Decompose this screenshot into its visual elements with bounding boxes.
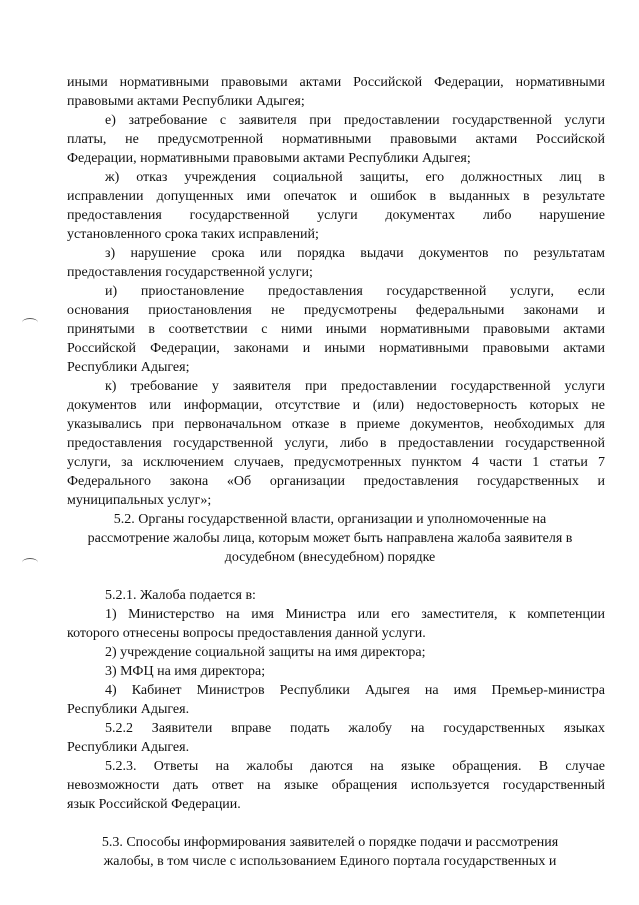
text-line: з) нарушение срока или порядка выдачи документов по результатам (105, 246, 605, 261)
text-line: 4) Кабинет Министров Республики Адыгея на имя Премьер-министра (105, 683, 605, 698)
punch-hole-mark (22, 318, 38, 327)
text-line: 2) учреждение социальной защиты на имя директора; (105, 645, 426, 660)
text-line: Российской Федерации, законами и иными нормативными правовыми актами (67, 341, 605, 356)
text-line: основания приостановления не предусмотрены федеральными законами и (67, 303, 605, 318)
text-line: Федерального закона «Об организации предоставления государственных и (67, 474, 605, 489)
punch-hole-mark (22, 558, 38, 567)
text-line: язык Российской Федерации. (67, 797, 241, 812)
text-line: е) затребование с заявителя при предоставлении государственной услуги (105, 113, 605, 128)
text-line: принятыми в соответствии с ними иными нормативными правовыми актами (67, 322, 605, 337)
text-line: ж) отказ учреждения социальной защиты, его должностных лиц в (105, 170, 605, 185)
text-line: услуги, за исключением случаев, предусмотренных пунктом 4 части 1 статьи 7 (67, 455, 605, 470)
section-heading-line: жалобы, в том числе с использованием Единого портала государственных и (103, 854, 557, 869)
text-line: предоставления государственной услуги, либо в предоставлении государственной (67, 436, 605, 451)
text-line: Республики Адыгея. (67, 740, 190, 755)
text-line: 5.2.2 Заявители вправе подать жалобу на государственных языках (105, 721, 605, 736)
text-line: 3) МФЦ на имя директора; (105, 664, 266, 679)
text-line: Республики Адыгея; (67, 360, 190, 375)
text-line: документов или информации, отсутствие и (или) недостоверность которых не (67, 398, 605, 413)
text-line: платы, не предусмотренной нормативными правовыми актами Российской (67, 132, 605, 147)
text-line: невозможности дать ответ на языке обращения используется государственный (67, 778, 605, 793)
text-line: и) приостановление предоставления государственной услуги, если (105, 284, 605, 299)
section-heading-line: 5.3. Способы информирования заявителей о порядке подачи и рассмотрения (101, 835, 559, 850)
text-line: предоставления государственной услуги; (67, 265, 313, 280)
text-line: муниципальных услуг»; (67, 493, 212, 508)
text-line: указывались при первоначальном отказе в приеме документов, необходимых для (67, 417, 605, 432)
text-line: иными нормативными правовыми актами Российской Федерации, нормативными (67, 75, 605, 90)
text-line: установленного срока таких исправлений; (67, 227, 319, 242)
text-line: Федерации, нормативными правовыми актами Республики Адыгея; (67, 151, 471, 166)
text-line: к) требование у заявителя при предоставлении государственной услуги (105, 379, 605, 394)
text-line: которого отнесены вопросы предоставления данной услуги. (67, 626, 426, 641)
text-line: 1) Министерство на имя Министра или его заместителя, к компетенции (105, 607, 605, 622)
text-line: Республики Адыгея. (67, 702, 190, 717)
text-line: правовыми актами Республики Адыгея; (67, 94, 305, 109)
section-heading-line: рассмотрение жалобы лица, которым может быть направлена жалоба заявителя в (87, 531, 573, 546)
text-line: 5.2.3. Ответы на жалобы даются на языке обращения. В случае (105, 759, 605, 774)
text-line: предоставления государственной услуги документах либо нарушение (67, 208, 605, 223)
section-heading-line: досудебном (внесудебном) порядке (224, 550, 436, 565)
section-heading-line: 5.2. Органы государственной власти, организации и уполномоченные на (113, 512, 547, 527)
text-line: исправлении допущенных ими опечаток и ошибок в выданных в результате (67, 189, 605, 204)
text-line: 5.2.1. Жалоба подается в: (105, 588, 256, 603)
